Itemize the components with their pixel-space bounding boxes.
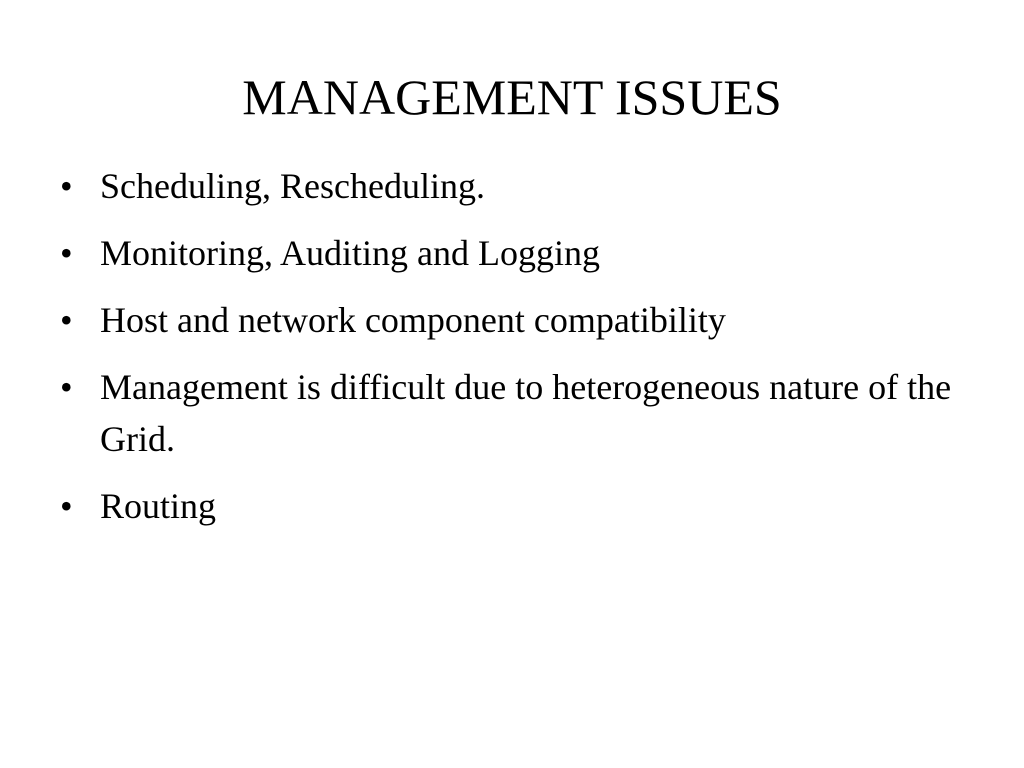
bullet-text: Host and network component compatibility — [100, 300, 726, 340]
bullet-text: Routing — [100, 486, 217, 526]
bullet-item-scheduling — [56, 160, 986, 212]
bullet-text: Management is difficult due to heterogeneous nature of the Grid. — [100, 367, 952, 459]
bullet-text: Scheduling, Rescheduling. — [100, 166, 485, 206]
bullet-icon: • — [60, 367, 73, 407]
bullet-item-routing — [56, 480, 986, 532]
bullet-icon: • — [60, 166, 73, 206]
bullet-text: Monitoring, Auditing and Logging — [100, 233, 600, 273]
slide-title: MANAGEMENT ISSUES — [242, 69, 782, 125]
bullet-icon: • — [60, 486, 73, 526]
bullet-icon: • — [60, 233, 73, 273]
bullet-item-management — [56, 361, 986, 465]
bullet-item-compatibility — [56, 294, 986, 346]
bullet-item-monitoring — [56, 227, 986, 279]
bullet-icon: • — [60, 300, 73, 340]
bullet-list — [56, 160, 986, 532]
